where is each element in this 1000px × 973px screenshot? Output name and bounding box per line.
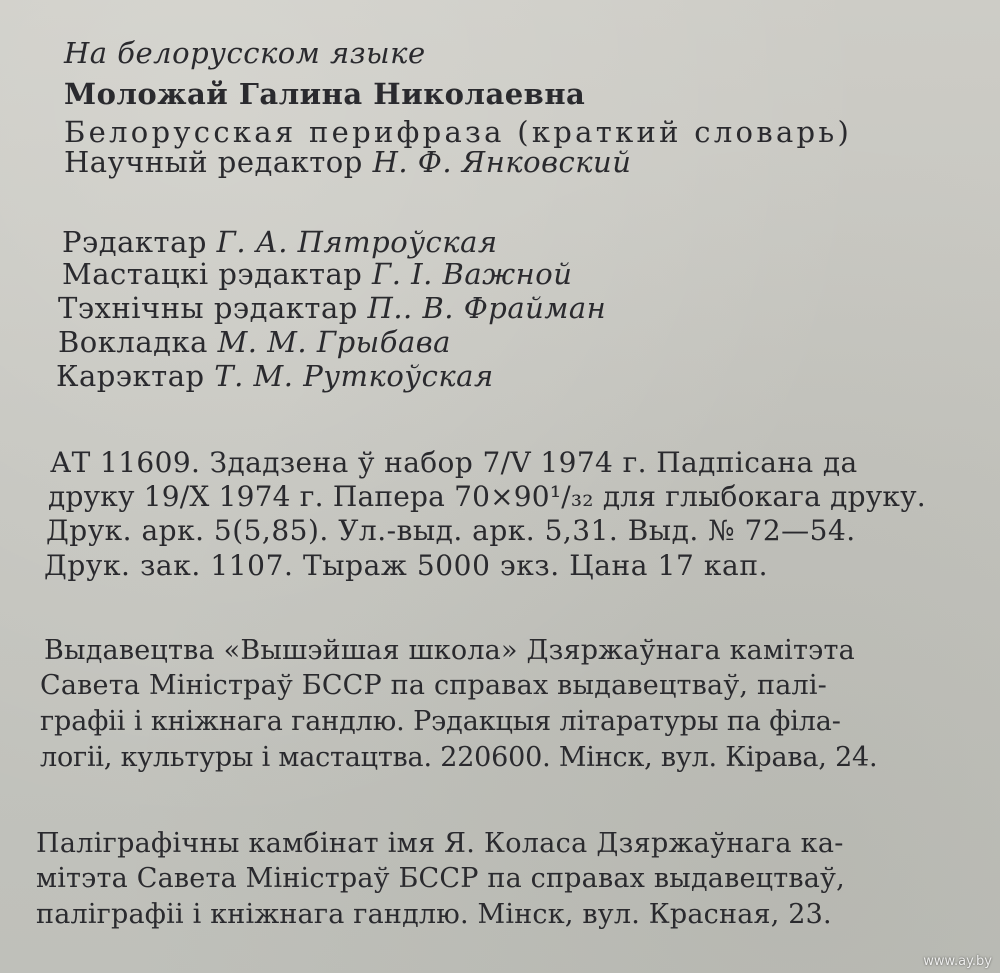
staff-row bbox=[62, 224, 498, 260]
language-note: На белорусском языке bbox=[64, 36, 426, 70]
staff-name: Т. М. Руткоўская bbox=[214, 359, 494, 393]
staff-name: Г. А. Пятроўская bbox=[216, 225, 498, 259]
book-title: Белорусская перифраза (краткий словарь) bbox=[64, 115, 853, 149]
staff-row bbox=[58, 290, 606, 326]
site-watermark: www.ay.by bbox=[923, 954, 992, 969]
staff-label: Карэктар bbox=[56, 359, 205, 393]
imprint-line: Друк. зак. 1107. Тыраж 5000 экз. Цана 17 кап. bbox=[44, 549, 769, 582]
author-name: Моложай Галина Николаевна bbox=[64, 77, 586, 111]
sci-editor-name: Н. Ф. Янковский bbox=[372, 145, 632, 179]
imprint-line: АТ 11609. Здадзена ў набор 7/V 1974 г. Падпісана да bbox=[50, 446, 858, 479]
staff-name: М. М. Грыбава bbox=[217, 325, 451, 359]
staff-name: Г. І. Важной bbox=[372, 257, 573, 291]
sci-editor-label: Научный редактор bbox=[64, 145, 363, 179]
staff-row bbox=[58, 324, 451, 360]
staff-row bbox=[62, 256, 572, 292]
publisher-line: Выдавецтва «Вышэйшая школа» Дзяржаўнага камітэта bbox=[44, 635, 855, 666]
printer-line: мітэта Савета Міністраў БССР па справах выдавецтваў, bbox=[36, 863, 845, 894]
staff-label: Тэхнічны рэдактар bbox=[58, 291, 358, 325]
imprint-line: друку 19/X 1974 г. Папера 70×90¹/₃₂ для глыбокага друку. bbox=[48, 480, 926, 513]
publisher-line: графіі і кніжнага гандлю. Рэдакцыя літаратуры па філа- bbox=[40, 706, 841, 737]
staff-row bbox=[56, 358, 494, 394]
scientific-editor bbox=[64, 144, 631, 180]
publisher-line: логіі, культуры і мастацтва. 220600. Мінск, вул. Кірава, 24. bbox=[40, 742, 878, 773]
staff-label: Рэдактар bbox=[62, 225, 207, 259]
publisher-line: Савета Міністраў БССР па справах выдавецтваў, палі- bbox=[40, 670, 828, 701]
printer-line: Паліграфічны камбінат імя Я. Коласа Дзяржаўнага ка- bbox=[36, 828, 844, 859]
staff-label: Мастацкі рэдактар bbox=[62, 257, 363, 291]
imprint-line: Друк. арк. 5(5,85). Ул.-выд. арк. 5,31. Выд. № 72—54. bbox=[46, 514, 856, 547]
staff-label: Вокладка bbox=[58, 325, 208, 359]
staff-name: П.. В. Фрайман bbox=[367, 291, 607, 325]
printer-line: паліграфіі і кніжнага гандлю. Мінск, вул. Красная, 23. bbox=[36, 899, 832, 930]
